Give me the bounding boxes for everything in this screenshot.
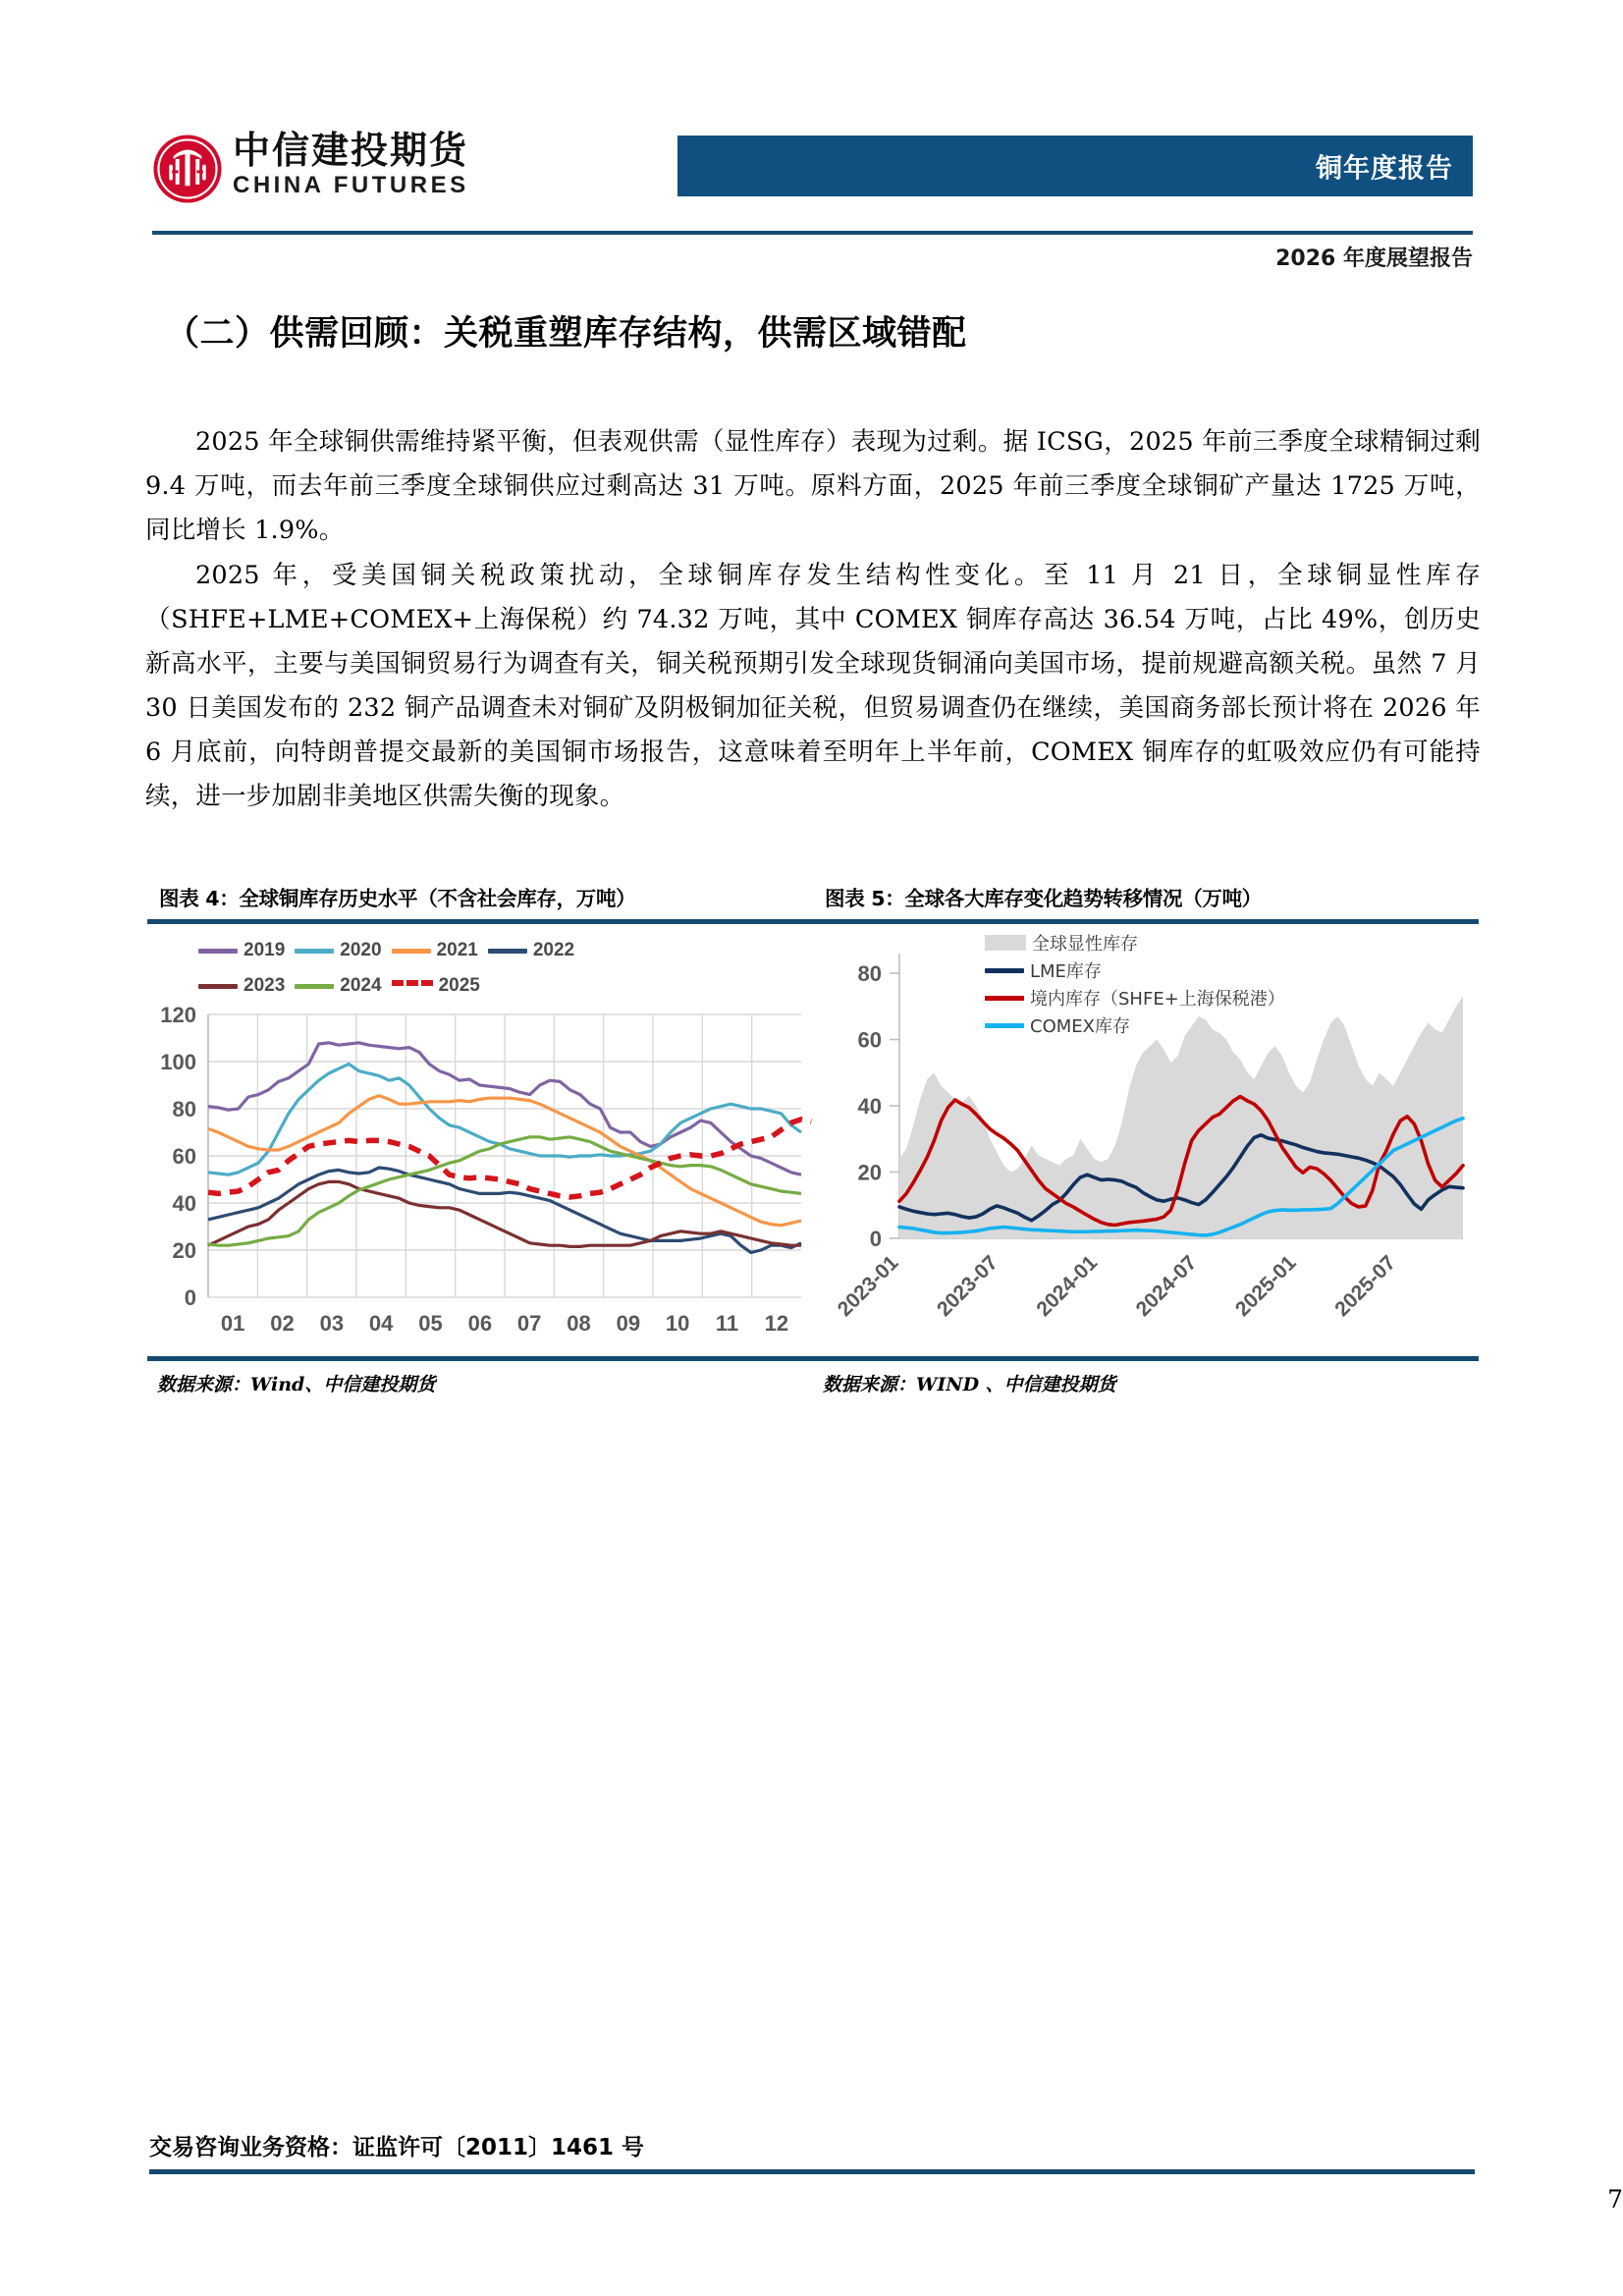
citic-futures-logo-icon: [152, 134, 223, 204]
chart-5-plot: [813, 944, 1479, 1356]
paragraph: 2025 年，受美国铜关税政策扰动，全球铜库存发生结构性变化。至 11 月 21 日，全球铜显性库存（SHFE+LME+COMEX+上海保税）约 74.32 万吨，其中 COMEX 铜库存高达 36.54 万吨，占比 49%，创历史新高水平，主要与美国铜贸易行为调查有关，铜关税预期引发全球现货铜涌向美国市场，提前规避高额关税。虽然 7 月 30 日美国发布的 232 铜产品调查未对铜矿及阴极铜加征关税，但贸易调查仍在继续，美国商务部长预计将在 2026 年 6 月底前，向特朗普提交最新的美国铜市场报告，这意味着至明年上半年前，COMEX 铜库存的虹吸效应仍有可能持续，进一步加剧非美地区供需失衡的现象。: [145, 561, 1481, 811]
svg-text:02: 02: [270, 1311, 295, 1336]
svg-text:0: 0: [184, 1285, 196, 1310]
legend-label-2020: 2020: [340, 940, 382, 960]
body-text: [145, 420, 1481, 820]
footer-divider: [149, 2169, 1475, 2174]
legend-label-2022: 2022: [532, 940, 575, 960]
section-heading: （二）供需回顾：关税重塑库存结构，供需区域错配: [165, 314, 967, 354]
page-footer: [149, 2129, 1475, 2174]
paragraph: 2025 年全球铜供需维持紧平衡，但表观供需（显性库存）表现为过剩。据 ICSG，2025 年前三季度全球精铜过剩 9.4 万吨，而去年前三季度全球铜供应过剩高达 31 万吨。原料方面，2025 年前三季度全球铜矿产量达 1725 万吨，同比增长 1.9%。: [145, 427, 1481, 545]
legend-item-2020: [295, 940, 381, 961]
svg-text:07: 07: [516, 1311, 542, 1336]
legend-swatch-2025: [392, 980, 433, 992]
report-subtitle: 2026 年度展望报告: [1275, 246, 1473, 271]
chart-4-cell: [147, 874, 813, 1405]
svg-text:80: 80: [857, 961, 882, 986]
report-type-label: 铜年度报告: [1316, 153, 1453, 185]
legend-label-2021: 2021: [436, 940, 478, 960]
svg-text:2024-01: 2024-01: [1032, 1251, 1103, 1322]
svg-text:11: 11: [715, 1311, 739, 1336]
chart-4-caption: 图表 4：全球铜库存历史水平（不含社会库存，万吨）: [159, 887, 636, 910]
chart-4-plot: [147, 1003, 813, 1356]
svg-text:2024-07: 2024-07: [1131, 1251, 1202, 1322]
header-divider: [152, 231, 1473, 235]
svg-text:04: 04: [368, 1311, 394, 1336]
svg-text:60: 60: [857, 1027, 882, 1053]
legend-swatch-2022: [488, 949, 527, 954]
legend-item-2019: [198, 940, 285, 961]
legend-item-2024: [295, 975, 381, 997]
svg-text:20: 20: [172, 1238, 196, 1263]
page-header: [152, 126, 1473, 271]
legend-swatch-2019: [198, 949, 238, 954]
legend-swatch-2024: [295, 984, 334, 989]
svg-text:40: 40: [857, 1094, 882, 1119]
svg-text:12: 12: [764, 1311, 789, 1336]
legend-item-2022: [488, 940, 574, 961]
svg-text:10: 10: [665, 1311, 690, 1336]
svg-text:120: 120: [160, 1003, 196, 1027]
svg-text:0: 0: [869, 1227, 882, 1251]
company-logo: [152, 129, 469, 204]
legend-swatch-2023: [198, 984, 238, 989]
svg-text:03: 03: [319, 1311, 345, 1336]
svg-text:2023-07: 2023-07: [933, 1251, 1002, 1322]
chart-4-legend-row-2: [198, 975, 490, 997]
svg-text:01: 01: [220, 1311, 245, 1336]
svg-text:06: 06: [467, 1311, 493, 1336]
logo-english-name: CHINA FUTURES: [233, 172, 469, 198]
footer-qualification-text: 交易咨询业务资格：证监许可〔2011〕1461 号: [149, 2135, 645, 2160]
chart-4-source: 数据来源：Wind、中信建投期货: [157, 1374, 436, 1395]
svg-text:40: 40: [172, 1191, 196, 1216]
svg-text:09: 09: [616, 1311, 641, 1336]
chart-4-body: [147, 924, 813, 1356]
chart-5-source: 数据来源：WIND 、中信建投期货: [823, 1374, 1116, 1395]
report-type-badge: [677, 136, 1473, 196]
svg-text:2025-07: 2025-07: [1330, 1251, 1401, 1322]
legend-item-2025: [392, 975, 480, 997]
legend-label-2019: 2019: [243, 940, 286, 960]
svg-text:100: 100: [160, 1050, 196, 1074]
legend-swatch-2020: [295, 949, 334, 954]
chart-5-body: [813, 924, 1479, 1356]
svg-text:2025-01: 2025-01: [1230, 1251, 1301, 1322]
legend-label-domestic: 境内库存（SHFE+上海保税港）: [1030, 989, 1285, 1010]
legend-swatch-2021: [392, 949, 431, 954]
svg-text:20: 20: [857, 1160, 882, 1185]
logo-chinese-name: 中信建投期货: [233, 129, 469, 172]
svg-text:2023-01: 2023-01: [833, 1251, 903, 1322]
svg-text:05: 05: [418, 1311, 443, 1336]
chart-5-cell: [813, 874, 1479, 1405]
svg-text:08: 08: [567, 1311, 591, 1336]
legend-label-2025: 2025: [438, 975, 480, 996]
page-number: 7: [1607, 2185, 1623, 2214]
svg-text:60: 60: [172, 1144, 196, 1169]
legend-label-lme: LME库存: [1030, 961, 1102, 982]
legend-label-global-visible: 全球显性库存: [1032, 934, 1138, 955]
legend-item-2023: [198, 975, 285, 997]
legend-label-2023: 2023: [243, 975, 286, 996]
legend-item-2021: [392, 940, 478, 961]
legend-label-2024: 2024: [340, 975, 382, 996]
svg-text:80: 80: [172, 1097, 196, 1121]
chart-4-legend-row-1: [198, 940, 584, 961]
charts-row: [147, 874, 1479, 1405]
legend-label-comex: COMEX库存: [1030, 1016, 1130, 1037]
chart-5-caption: 图表 5：全球各大库存变化趋势转移情况（万吨）: [825, 887, 1262, 910]
